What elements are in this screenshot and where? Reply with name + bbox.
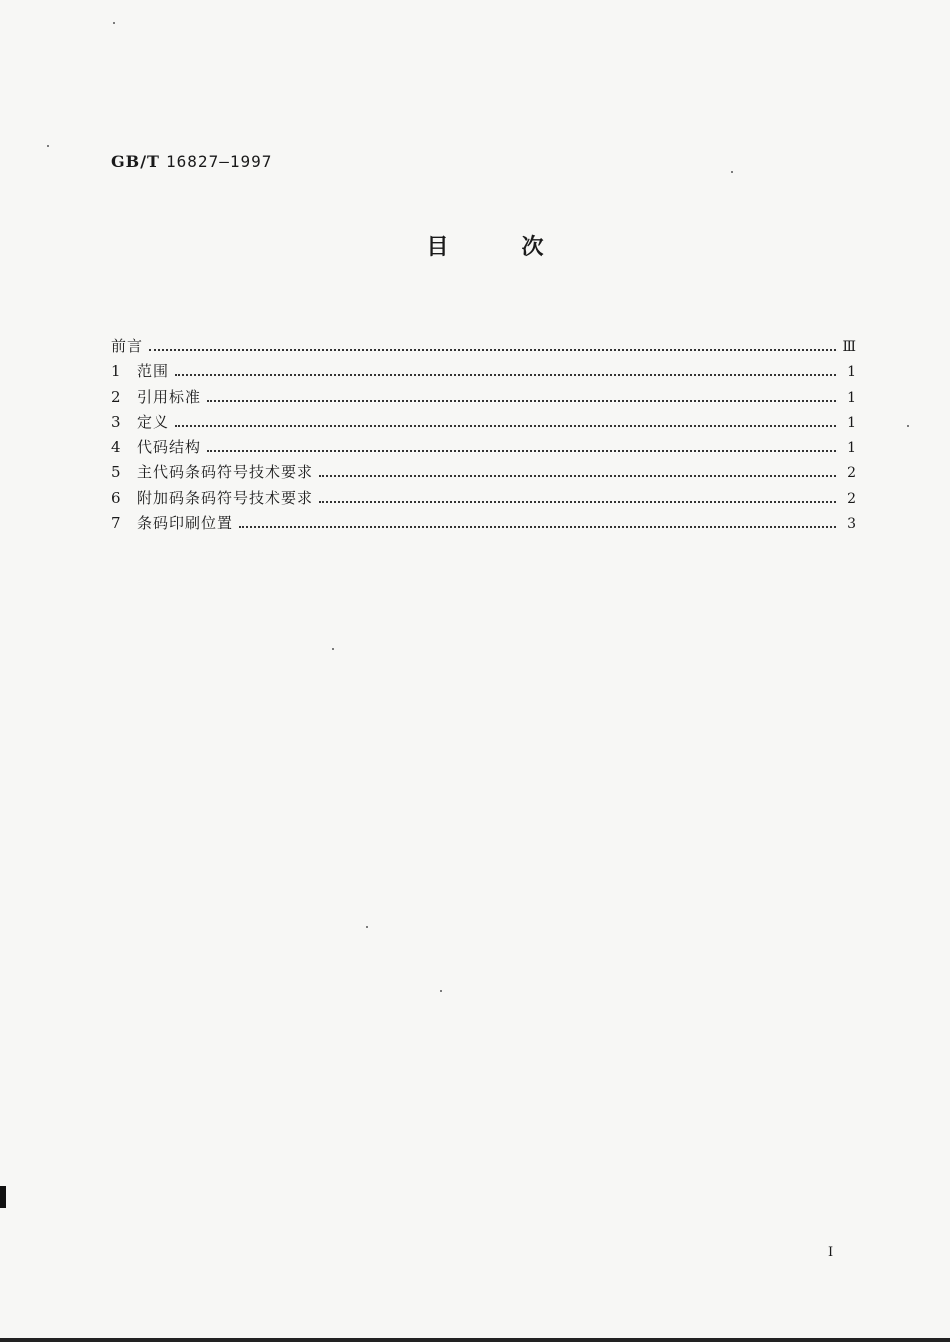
toc-entry-page: 1 xyxy=(847,440,856,457)
standard-prefix: GB/T xyxy=(111,152,160,171)
toc-entry-page: Ⅲ xyxy=(842,339,856,355)
page-number: I xyxy=(828,1245,834,1260)
toc-entry-page: 2 xyxy=(847,465,856,482)
toc-entry-page: 2 xyxy=(847,490,856,507)
toc-entry-print-position[interactable] xyxy=(111,512,856,537)
dot-leader xyxy=(149,348,836,351)
toc-entry-title: 条码印刷位置 xyxy=(137,514,234,533)
toc-entry-page: 3 xyxy=(847,516,856,533)
toc-entry-definitions[interactable] xyxy=(111,411,856,436)
dot-leader xyxy=(239,525,836,528)
dot-leader xyxy=(319,474,836,477)
scan-speck xyxy=(731,171,733,173)
toc-entry-title: 定义 xyxy=(137,412,170,431)
standard-number: 16827—1997 xyxy=(166,152,273,171)
toc-entry-number: 2 xyxy=(111,387,121,406)
toc-entry-number: 4 xyxy=(111,438,121,457)
table-of-contents xyxy=(111,335,856,537)
scan-edge-mark xyxy=(0,1186,6,1208)
toc-entry-code-structure[interactable] xyxy=(111,436,856,461)
toc-entry-add-on-code-requirements[interactable] xyxy=(111,487,856,512)
dot-leader xyxy=(175,373,836,376)
toc-heading-char-1: 目 xyxy=(426,235,449,260)
dot-leader xyxy=(207,449,836,452)
toc-heading xyxy=(0,230,950,261)
toc-entry-title: 前言 xyxy=(111,337,144,355)
scan-speck xyxy=(366,926,368,928)
toc-entry-scope[interactable] xyxy=(111,360,856,385)
dot-leader xyxy=(319,500,836,503)
toc-entry-normative-references[interactable] xyxy=(111,386,856,411)
dot-leader xyxy=(175,424,836,427)
toc-entry-title: 代码结构 xyxy=(137,438,202,457)
toc-entry-title: 主代码条码符号技术要求 xyxy=(137,463,314,482)
toc-entry-number: 5 xyxy=(111,463,121,482)
standard-code xyxy=(111,152,272,171)
toc-entry-number: 3 xyxy=(111,412,121,431)
scan-speck xyxy=(113,22,115,24)
scan-bottom-edge xyxy=(0,1338,950,1342)
scan-speck xyxy=(440,990,442,992)
toc-entry-main-code-requirements[interactable] xyxy=(111,461,856,486)
toc-entry-title: 附加码条码符号技术要求 xyxy=(137,488,314,507)
scan-speck xyxy=(47,145,49,147)
toc-entry-number: 6 xyxy=(111,488,121,507)
toc-entry-number: 1 xyxy=(111,362,121,381)
toc-heading-char-2: 次 xyxy=(521,235,544,260)
toc-entry-page: 1 xyxy=(847,364,856,381)
toc-entry-title: 引用标准 xyxy=(137,387,202,406)
scan-speck xyxy=(332,648,334,650)
toc-entry-page: 1 xyxy=(847,414,856,431)
dot-leader xyxy=(207,399,836,402)
toc-entry-page: 1 xyxy=(847,389,856,406)
toc-entry-number: 7 xyxy=(111,514,121,533)
toc-entry-title: 范围 xyxy=(137,362,170,381)
scan-speck xyxy=(907,425,909,427)
toc-entry-foreword[interactable] xyxy=(111,335,856,360)
